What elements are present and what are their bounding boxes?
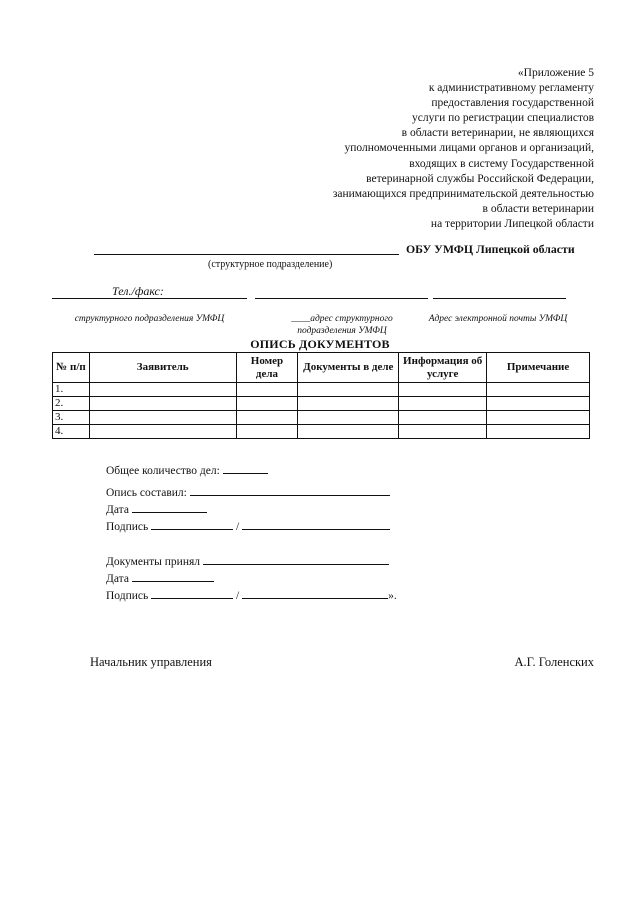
cell-service-info[interactable] [399,411,487,425]
cell-notes[interactable] [487,411,590,425]
cell-notes[interactable] [487,383,590,397]
total-cases-label: Общее количество дел: [106,465,220,477]
appendix-header [234,66,594,232]
signature-name-field-1[interactable] [242,518,390,530]
cell-service-info[interactable] [399,383,487,397]
compiled-by-label: Опись составил: [106,487,187,499]
table-header-row [53,353,590,383]
org-line [94,242,594,258]
appendix-line: в области ветеринарии, не являющихся [401,127,594,140]
inventory-table [52,352,590,439]
appendix-line: уполномоченными лицами органов и организаций, [344,142,594,155]
row-number: 1. [53,383,90,397]
cell-documents[interactable] [298,425,399,439]
appendix-line: входящих в систему Государственной [409,157,594,170]
caption-address-prefix: ____ [291,314,311,324]
footer-position: Начальник управления [90,655,212,669]
col-header-documents: Документы в деле [298,353,399,383]
cell-applicant[interactable] [89,397,236,411]
address-blank-line [255,298,428,299]
col-header-number: № п/п [53,353,90,383]
signature-slash: / [235,521,240,533]
signature-field-1[interactable] [151,518,233,530]
caption-address-text: адрес структурного подразделения УМФЦ [297,314,393,336]
cell-documents[interactable] [298,383,399,397]
cell-applicant[interactable] [89,425,236,439]
date-field-2[interactable] [132,570,214,582]
col-header-case-number: Номер дела [236,353,298,383]
table-row [53,425,590,439]
col-header-notes: Примечание [487,353,590,383]
accepted-by-label: Документы принял [106,556,201,568]
signature-name-field-2[interactable] [242,587,388,599]
total-cases-line [106,462,268,477]
page-title: ОПИСЬ ДОКУМЕНТОВ [250,337,390,351]
struct-caption: (структурное подразделение) [208,259,333,270]
telfax-label: Тел./факс: [112,284,164,298]
compiled-by-line [106,484,390,499]
accepted-by-field[interactable] [203,553,389,565]
cell-documents[interactable] [298,411,399,425]
appendix-line: ветеринарной службы Российской Федерации, [366,172,594,185]
signature-line-1 [106,518,390,533]
caption-struct: структурного подразделения УМФЦ [74,314,225,324]
total-cases-field[interactable] [223,462,268,474]
appendix-line: занимающихся предпринимательской деятельностью [332,187,594,200]
signature-label: Подпись [106,590,149,602]
appendix-line: «Приложение 5 [517,67,594,79]
date-line-2 [106,570,214,585]
phone-blank-line [52,298,247,299]
appendix-line: предоставления государственной [431,97,594,110]
org-name: ОБУ УМФЦ Липецкой области [406,242,575,256]
appendix-line: услуги по регистрации специалистов [412,112,594,125]
appendix-line: к административному регламенту [428,82,594,95]
org-blank-line [94,254,399,255]
footer-name: А.Г. Голенских [514,655,594,669]
cell-case-number[interactable] [236,383,298,397]
cell-notes[interactable] [487,425,590,439]
table-row [53,383,590,397]
cell-case-number[interactable] [236,411,298,425]
cell-service-info[interactable] [399,397,487,411]
appendix-line: в области ветеринарии [482,202,594,215]
date-label: Дата [106,573,129,585]
signature-label: Подпись [106,521,149,533]
compiled-by-field[interactable] [190,484,390,496]
row-number: 4. [53,425,90,439]
table-row [53,411,590,425]
cell-applicant[interactable] [89,411,236,425]
appendix-line: на территории Липецкой области [430,217,594,230]
row-number: 2. [53,397,90,411]
closing-quote: ». [388,590,397,602]
accepted-by-line [106,553,389,568]
date-field-1[interactable] [132,501,207,513]
cell-case-number[interactable] [236,425,298,439]
row-number: 3. [53,411,90,425]
col-header-applicant: Заявитель [89,353,236,383]
caption-email: Адрес электронной почты УМФЦ [428,314,568,324]
cell-documents[interactable] [298,397,399,411]
signature-field-2[interactable] [151,587,233,599]
signature-line-2 [106,587,397,602]
cell-notes[interactable] [487,397,590,411]
date-label: Дата [106,504,129,516]
col-header-service-info: Информация об услуге [399,353,487,383]
table-row [53,397,590,411]
cell-service-info[interactable] [399,425,487,439]
cell-case-number[interactable] [236,397,298,411]
cell-applicant[interactable] [89,383,236,397]
signature-slash: / [235,590,240,602]
date-line-1 [106,501,207,516]
caption-address [272,313,412,337]
email-blank-line [433,298,566,299]
